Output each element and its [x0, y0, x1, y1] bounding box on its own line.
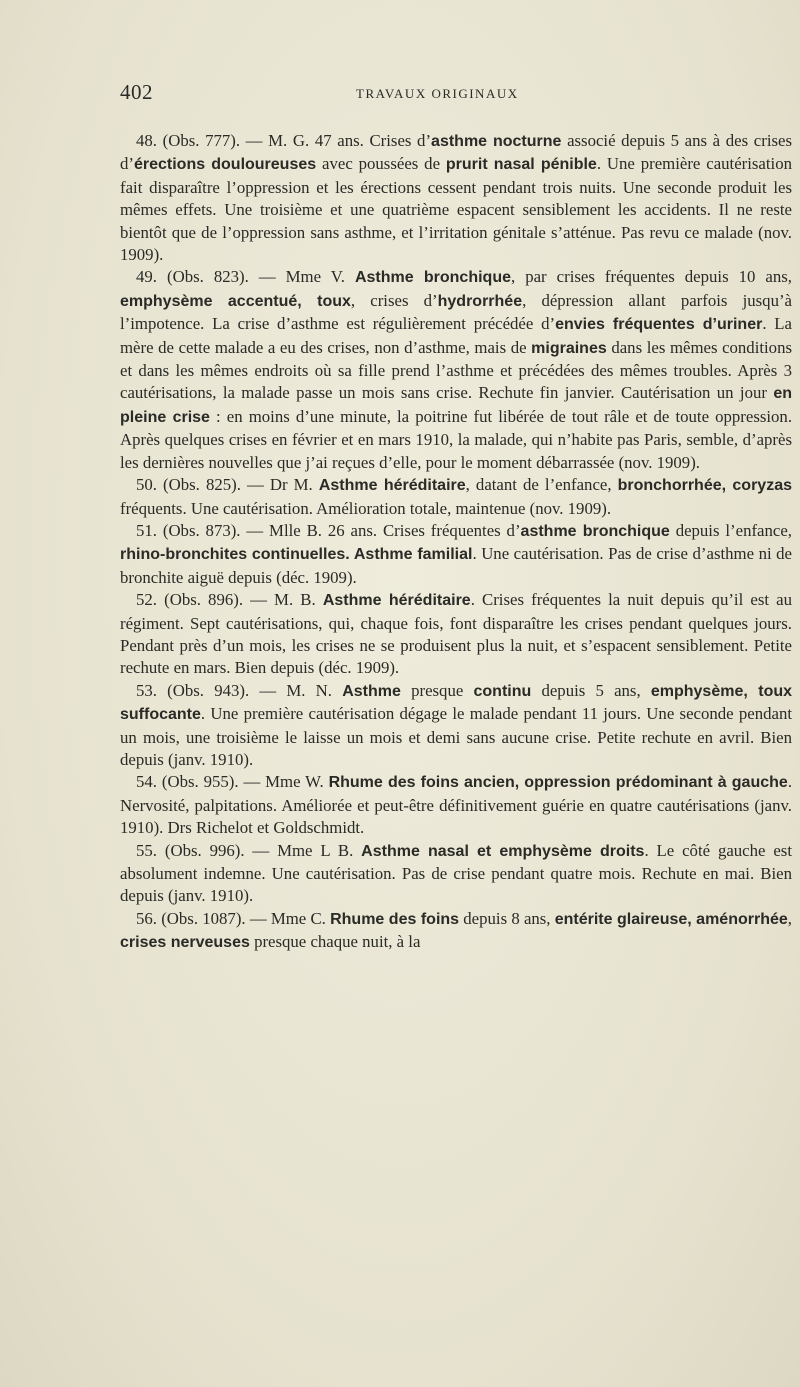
body-text: [120, 130, 792, 955]
page-header: [120, 80, 790, 110]
text-run: 54. (Obs. 955). — Mme W.: [136, 772, 329, 792]
emphasized-term: Asthme nasal et emphysème droits: [361, 842, 645, 860]
emphasized-term: emphysème accentué, toux: [120, 292, 351, 310]
text-run: . Une première cautérisation dégage le malade pendant 11 jours. Une seconde pendant un mois, une troisième le laisse un mois et demi sans aucune crise. Petite rechute en avril. Bien depuis (janv. 1910).: [120, 704, 792, 769]
emphasized-term: Rhume des foins ancien, oppression prédominant à gauche: [328, 774, 788, 792]
text-run: avec poussées de: [316, 154, 446, 174]
text-run: depuis 5 ans,: [531, 680, 651, 700]
text-run: presque: [400, 680, 474, 700]
text-run: . Une cautérisation. Pas de crise d’asthme ni de bronchite aiguë depuis (déc. 1909).: [120, 544, 792, 587]
observation-paragraph: [120, 680, 792, 772]
observation-paragraph: [120, 840, 792, 908]
observation-paragraph: [120, 266, 792, 474]
text-run: . Une première cautérisation fait disparaître l’oppression et les érections cessent pendant trois nuits. Une seconde produit les mêmes effets. Une troisième et une quatrième espacent sensiblement les accidents. Il ne reste bientôt que de l’oppression sans asthme, et l’irritation génitale s’atténue. Pas revu ce malade (nov. 1909).: [120, 154, 792, 265]
observation-paragraph: [120, 474, 792, 520]
running-title: TRAVAUX ORIGINAUX: [356, 86, 519, 101]
page-number: 402: [120, 80, 153, 104]
text-run: dans les mêmes conditions et dans les mêmes endroits où sa fille prend l’asthme et précédées des mêmes troubles. Après 3 cautérisations, la malade passe un mois sans crise. Rechute fin janvier. Cautérisation un jour: [120, 337, 792, 403]
emphasized-term: hydrorrhée: [437, 292, 523, 310]
text-run: ,: [787, 908, 792, 928]
text-run: 49. (Obs. 823). — Mme V.: [136, 267, 355, 287]
text-run: , crises d’: [350, 290, 438, 310]
observation-paragraph: [120, 589, 792, 680]
observation-paragraph: [120, 771, 792, 839]
text-run: : en moins d’une minute, la poitrine fut libérée de tout râle et de toute oppression. Après quelques crises en février et en mars 1910, la malade, qui n’habite pas Paris, semble, d’après les dernières nouvelles que j’ai reçues d’elle, pour le moment débarrassée (nov. 1909).: [120, 406, 793, 472]
text-run: . Crises fréquentes la nuit depuis qu’il est au régiment. Sept cautérisations, qui, chaque fois, font disparaître les crises pendant quelques jours. Pendant près d’un mois, les crises ne se produisent plus la nuit, et s’espacent sensiblement. Petite rechute en mars. Bien depuis (déc. 1909).: [120, 590, 792, 678]
text-run: . La mère de cette malade a eu des crises, non d’asthme, mais de: [120, 314, 793, 357]
emphasized-term: bronchorrhée, coryzas: [617, 477, 792, 495]
text-run: , datant de l’enfance,: [465, 475, 618, 495]
observation-paragraph: [120, 520, 792, 589]
emphasized-term: envies fréquentes d’uriner: [555, 316, 763, 334]
emphasized-term: Rhume des foins: [330, 910, 460, 928]
text-run: associé depuis 5 ans à des crises d’: [120, 131, 792, 174]
emphasized-term: Asthme héréditaire: [318, 477, 466, 495]
emphasized-term: emphysème, toux suffocante: [120, 682, 793, 724]
emphasized-term: asthme nocturne: [431, 133, 562, 150]
text-run: 50. (Obs. 825). — Dr M.: [136, 475, 319, 495]
emphasized-term: entérite glaireuse, aménorrhée: [554, 910, 788, 928]
text-run: 55. (Obs. 996). — Mme L B.: [136, 840, 362, 860]
text-run: 52. (Obs. 896). — M. B.: [136, 590, 323, 610]
text-run: , dépression allant parfois jusqu’à l’impotence. La crise d’asthme est régulièrement précédée d’: [120, 290, 792, 334]
emphasized-term: continu: [473, 682, 532, 700]
text-run: . Nervosité, palpitations. Améliorée et peut-être définitivement guérie en quatre cautérisations (janv. 1910). Drs Richelot et Goldschmidt.: [120, 772, 793, 838]
emphasized-term: rhino-bronchites continuelles. Asthme familial: [120, 546, 473, 564]
emphasized-term: prurit nasal pénible: [445, 156, 597, 174]
text-run: depuis l’enfance,: [669, 520, 792, 540]
observation-paragraph: [120, 130, 792, 266]
text-run: . Le côté gauche est absolument indemne. Une cautérisation. Pas de crise pendant quatre mois. Rechute en mai. Bien depuis (janv. 1910).: [120, 840, 792, 906]
text-run: 48. (Obs. 777). — M. G. 47 ans. Crises d’: [136, 131, 432, 150]
text-run: 51. (Obs. 873). — Mlle B. 26 ans. Crises fréquentes d’: [136, 520, 521, 540]
emphasized-term: Asthme héréditaire: [322, 592, 471, 610]
emphasized-term: asthme bronchique: [520, 522, 670, 540]
observation-paragraph: [120, 908, 792, 955]
emphasized-term: Asthme: [342, 682, 401, 700]
text-run: 53. (Obs. 943). — M. N.: [136, 680, 343, 700]
emphasized-term: crises nerveuses: [120, 934, 250, 952]
emphasized-term: érections douloureuses: [133, 156, 317, 174]
emphasized-term: en pleine crise: [120, 385, 792, 426]
emphasized-term: migraines: [531, 339, 607, 357]
text-run: 56. (Obs. 1087). — Mme C.: [136, 908, 331, 928]
text-run: depuis 8 ans,: [459, 908, 555, 928]
text-run: fréquents. Une cautérisation. Amélioration totale, maintenue (nov. 1909).: [120, 498, 612, 518]
emphasized-term: Asthme bronchique: [354, 269, 511, 287]
text-run: presque chaque nuit, à la: [249, 932, 421, 952]
text-run: , par crises fréquentes depuis 10 ans,: [511, 267, 792, 287]
